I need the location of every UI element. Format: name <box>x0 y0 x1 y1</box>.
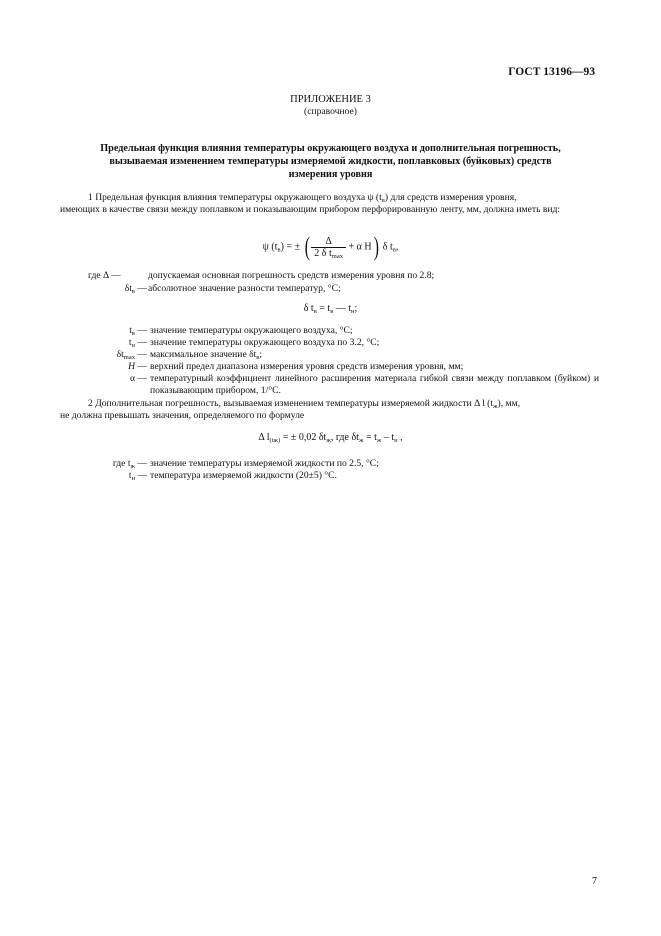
fraction-numerator: Δ <box>311 236 346 248</box>
paragraph-2 <box>88 398 601 410</box>
section-title-line: вызываемая изменением температуры измеряемой жидкости, поплавковых (буйковых) средств <box>109 156 552 167</box>
definition-label <box>125 283 147 295</box>
formula-part: — t <box>333 303 352 314</box>
definition-label <box>128 361 147 373</box>
label-dash: — <box>135 337 147 348</box>
subscript: ж <box>130 463 135 470</box>
label-dash: — <box>135 325 147 336</box>
definition-text: верхний предел диапазона измерения уровня средств измерения уровня, мм; <box>150 361 464 372</box>
label-symbol: где t <box>112 458 131 469</box>
definition-text: температурный коэффициент линейного расширения материала гибкой связи между поплавком (буйком) и показывающим прибором, 1/°С. <box>150 373 599 396</box>
formula-part: = t <box>363 432 377 443</box>
paragraph-1-continued: имеющих в качестве связи между поплавком и показывающим прибором перфорированную ленту, мм, должна иметь вид: <box>60 204 561 215</box>
section-title-line: Предельная функция влияния температуры окружающего воздуха и дополнительная погрешность, <box>100 143 561 154</box>
formula-part: δ t <box>382 241 393 253</box>
subscript: ж <box>376 437 382 444</box>
subscript: max <box>123 354 135 361</box>
formula-part: δ t <box>303 303 314 314</box>
paragraph-2-continued: не должна превышать значения, определяемого по формуле <box>60 410 305 421</box>
fraction <box>311 236 346 259</box>
definition-label: где Δ — <box>88 270 121 281</box>
subscript: н <box>351 308 355 315</box>
formula-delta-l <box>0 432 661 443</box>
definition-text-part: максимальное значение δt <box>150 349 257 360</box>
fraction-denominator <box>311 248 346 259</box>
section-title <box>60 142 601 181</box>
formula-part: + α H <box>348 241 372 253</box>
subscript: н <box>394 437 398 444</box>
subscript: в <box>313 308 317 315</box>
subscript: н <box>131 475 135 482</box>
formula-part: – t <box>381 432 395 443</box>
label-symbol: t <box>128 337 132 348</box>
definition-text: абсолютное значение разности температур, °С; <box>148 283 341 294</box>
paragraph-text: 2 Дополнительная погрешность, вызываемая изменением температуры измеряемой жидкости Δ l (t <box>88 398 494 409</box>
definition-label <box>117 349 147 361</box>
definition-text: допускаемая основная погрешность средств измерения уровня по 2.8; <box>148 270 435 281</box>
formula-part: , <box>395 241 399 253</box>
definition-label <box>129 325 147 337</box>
definition-text: значение температуры измеряемой жидкости по 2.5, °С; <box>150 458 379 469</box>
section-title-line: измерения уровня <box>288 169 373 180</box>
left-paren-icon: ( <box>304 232 310 261</box>
subscript: (tж) <box>269 437 281 444</box>
definition-text <box>150 349 599 361</box>
formula-part: ) = ± <box>280 241 301 253</box>
subscript: max <box>331 252 343 260</box>
page-number: 7 <box>592 876 597 887</box>
label-dash: — <box>135 458 147 469</box>
label-symbol: H <box>128 361 135 372</box>
paragraph-text: 1 Предельная функция влияния температуры окружающего воздуха ψ (t <box>88 192 382 203</box>
subscript: в <box>392 246 396 254</box>
formula-part: = t <box>316 303 331 314</box>
label-symbol: δt <box>124 283 132 294</box>
subscript: ж <box>493 403 498 410</box>
formula-delta-t <box>0 303 661 314</box>
subscript: в <box>381 197 385 204</box>
paragraph-1 <box>88 192 601 204</box>
subscript: в <box>256 354 260 361</box>
document-code: ГОСТ 13196—93 <box>508 66 595 78</box>
subscript: в <box>131 330 135 337</box>
definition-text-part: ; <box>259 349 263 360</box>
definition-text: температура измеряемой жидкости (20±5) °С. <box>150 470 337 481</box>
formula-part: 2 δ t <box>314 247 332 259</box>
label-dash: — <box>135 283 147 294</box>
appendix-subtitle: (справочное) <box>304 106 357 117</box>
formula-part: , где δt <box>330 432 359 443</box>
label-symbol: t <box>129 325 132 336</box>
paragraph-text: ), мм, <box>497 398 521 409</box>
definition-label <box>129 470 147 482</box>
subscript: в <box>330 308 334 315</box>
paragraph-text: ) для средств измерения уровня, <box>384 192 517 203</box>
label-dash: — <box>135 349 147 360</box>
definition-label <box>130 373 147 385</box>
definition-text: значение температуры окружающего воздуха, °С; <box>150 325 353 336</box>
subscript: в <box>277 246 281 254</box>
label-dash: — <box>135 361 147 372</box>
right-paren-icon: ) <box>373 232 379 261</box>
label-symbol: δt <box>116 349 124 360</box>
subscript: н <box>131 342 135 349</box>
subscript: ж <box>358 437 364 444</box>
appendix-title: ПРИЛОЖЕНИЕ 3 <box>290 94 371 105</box>
subscript: в <box>131 288 135 295</box>
definition-label <box>129 337 147 349</box>
definition-label <box>113 458 147 470</box>
formula-psi <box>0 232 661 262</box>
formula-part: , <box>397 432 403 443</box>
formula-part: ψ (t <box>262 241 278 253</box>
label-dash: — <box>135 373 147 384</box>
label-symbol: α <box>129 373 135 384</box>
formula-part: Δ l <box>258 432 270 443</box>
label-dash: — <box>135 470 147 481</box>
formula-part: ; <box>354 303 358 314</box>
formula-part: = ± 0,02 δt <box>280 432 327 443</box>
label-symbol: t <box>128 470 132 481</box>
definition-text: значение температуры окружающего воздуха по 3.2, °С; <box>150 337 380 348</box>
subscript: ж <box>326 437 331 444</box>
